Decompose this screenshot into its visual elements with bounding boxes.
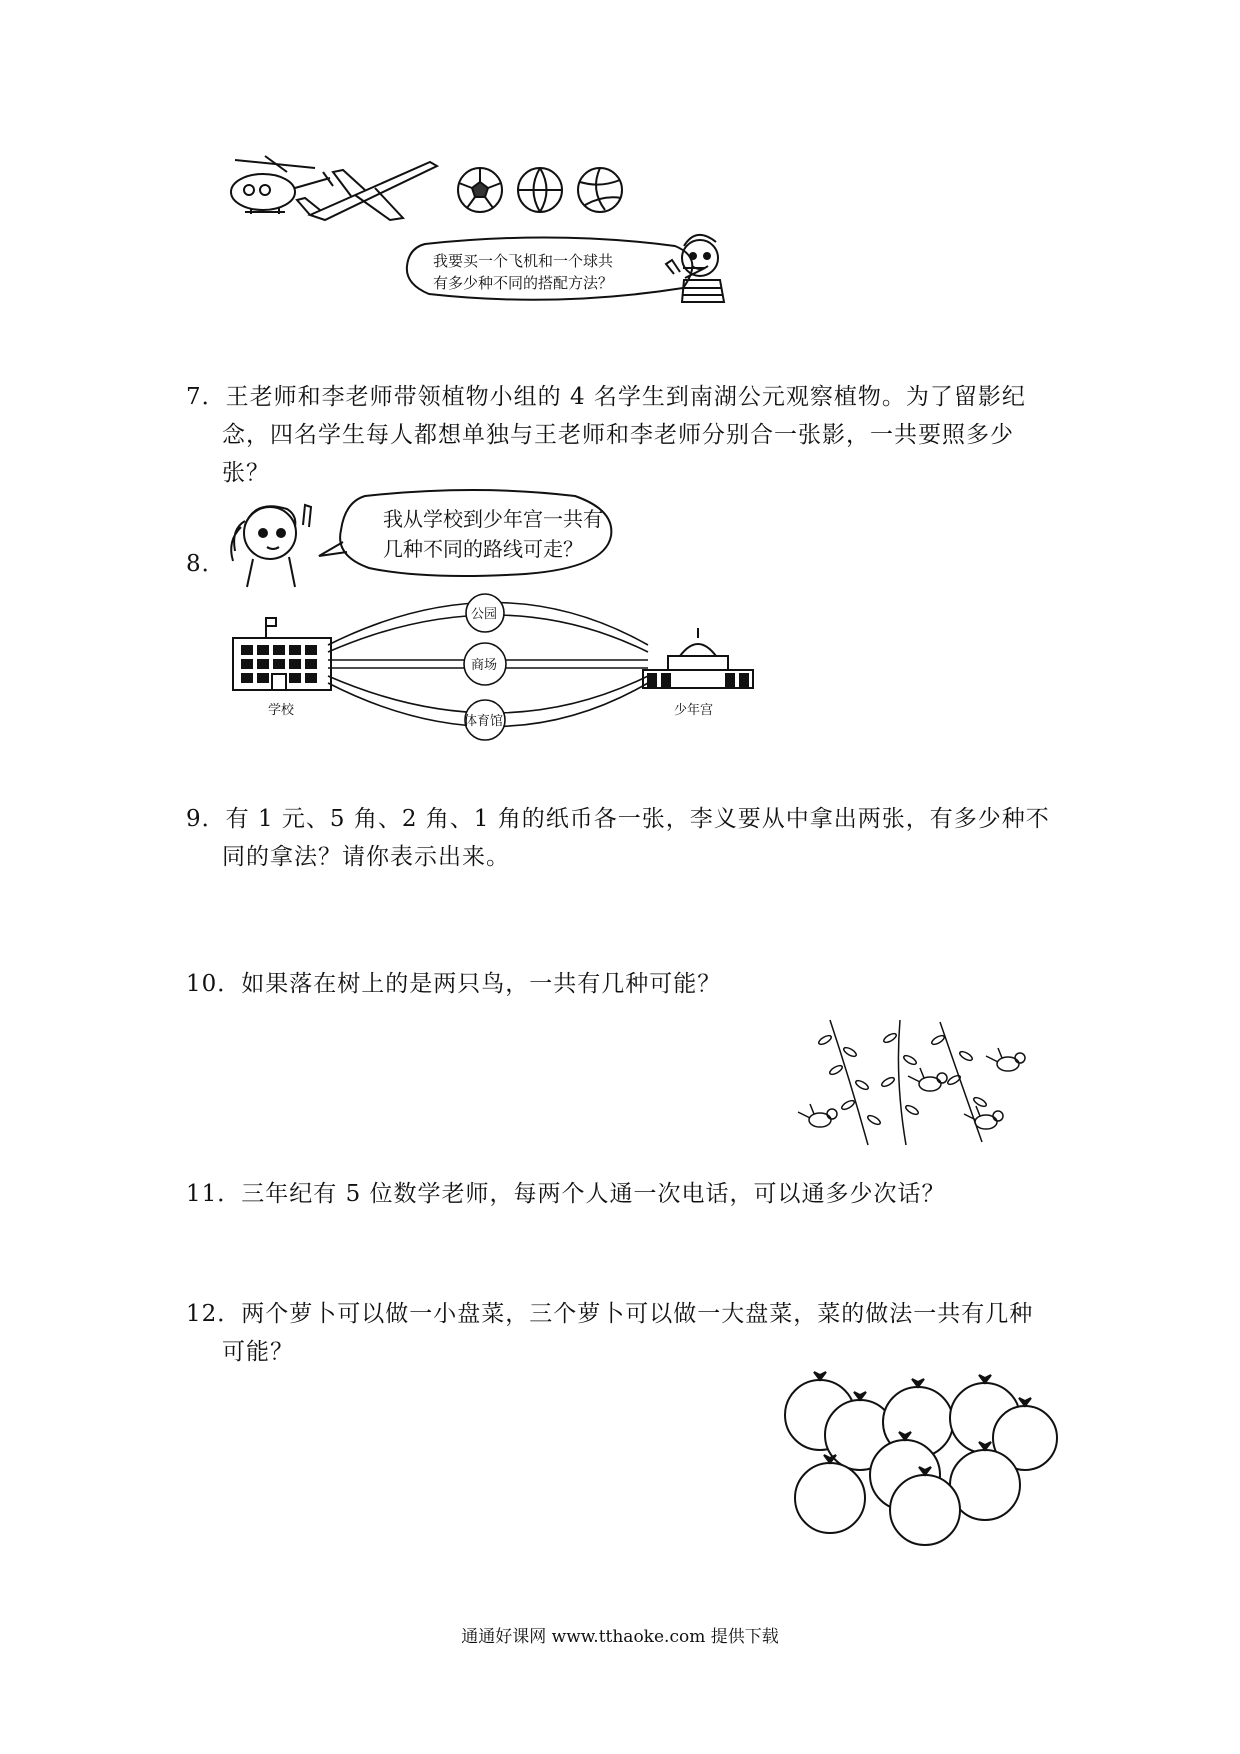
helicopter-icon xyxy=(231,156,333,214)
question-7-line-3: 张？ xyxy=(222,460,270,486)
question-11 xyxy=(186,1175,1086,1213)
label-mall: 商场 xyxy=(471,658,498,673)
leaves xyxy=(817,1032,987,1126)
birds-on-trees-illustration xyxy=(790,1020,1050,1150)
speech-bubble-2 xyxy=(325,490,625,580)
toys-illustration xyxy=(225,150,645,240)
route-map xyxy=(228,590,788,750)
bubble-1-line-1: 我要买一个飞机和一个球共 xyxy=(433,252,614,270)
page-footer: 通通好课网 www.tthaoke.com 提供下载 xyxy=(461,1627,779,1647)
radishes-illustration xyxy=(770,1370,1060,1550)
question-12-line-2: 可能？ xyxy=(222,1339,294,1365)
question-9-line-2: 同的拿法？请你表示出来。 xyxy=(222,844,510,870)
question-12-line-1: 两个萝卜可以做一小盘菜，三个萝卜可以做一大盘菜，菜的做法一共有几种 xyxy=(241,1301,1034,1327)
question-9-number: 9． xyxy=(186,806,226,832)
question-11-line-1: 三年纪有 5 位数学老师，每两个人通一次电话，可以通多少次话？ xyxy=(241,1181,946,1207)
waypoint-gym xyxy=(464,700,505,740)
label-gym: 体育馆 xyxy=(464,714,504,729)
question-12-number: 12． xyxy=(186,1301,242,1327)
tree-branch-2 xyxy=(898,1020,906,1145)
question-10 xyxy=(186,965,1066,1003)
question-7-number: 7． xyxy=(186,384,226,410)
bubble-1-line-2: 有多少种不同的搭配方法？ xyxy=(433,274,614,292)
label-school: 学校 xyxy=(268,703,295,718)
question-7-line-2: 念，四名学生每人都想单独与王老师和李老师分别合一张影，一共要照多少 xyxy=(222,422,1014,448)
youth-palace-icon xyxy=(643,628,753,688)
question-9-line-1: 有 1 元、5 角、2 角、1 角的纸币各一张，李义要从中拿出两张，有多少种不 xyxy=(225,806,1050,832)
question-12 xyxy=(186,1295,1066,1371)
question-10-line-1: 如果落在树上的是两只鸟，一共有几种可能？ xyxy=(241,971,722,997)
question-7-line-1: 王老师和李老师带领植物小组的 4 名学生到南湖公元观察植物。为了留影纪 xyxy=(225,384,1026,410)
question-11-number: 11． xyxy=(186,1181,242,1207)
airplane-icon xyxy=(297,162,437,220)
waypoint-park xyxy=(466,594,504,632)
label-youth-palace: 少年宫 xyxy=(674,703,714,718)
bird-icon xyxy=(798,1104,837,1127)
question-8-number: 8． xyxy=(186,551,226,577)
bubble-2-line-1: 我从学校到少年宫一共有 xyxy=(383,507,603,531)
bird-icon xyxy=(908,1068,947,1091)
question-7 xyxy=(186,378,1066,492)
soccer-ball-icon xyxy=(458,168,502,212)
basketball-icon xyxy=(518,168,562,212)
question-9 xyxy=(186,800,1066,876)
school-building-icon xyxy=(233,618,331,690)
waypoint-mall xyxy=(464,643,506,685)
label-park: 公园 xyxy=(471,607,498,622)
volleyball-icon xyxy=(578,168,622,212)
cartoon-character-icon xyxy=(660,230,740,310)
bird-icon xyxy=(986,1048,1025,1071)
question-10-number: 10． xyxy=(186,971,242,997)
bubble-2-line-2: 几种不同的路线可走？ xyxy=(383,537,583,561)
girl-character-icon xyxy=(225,495,325,590)
